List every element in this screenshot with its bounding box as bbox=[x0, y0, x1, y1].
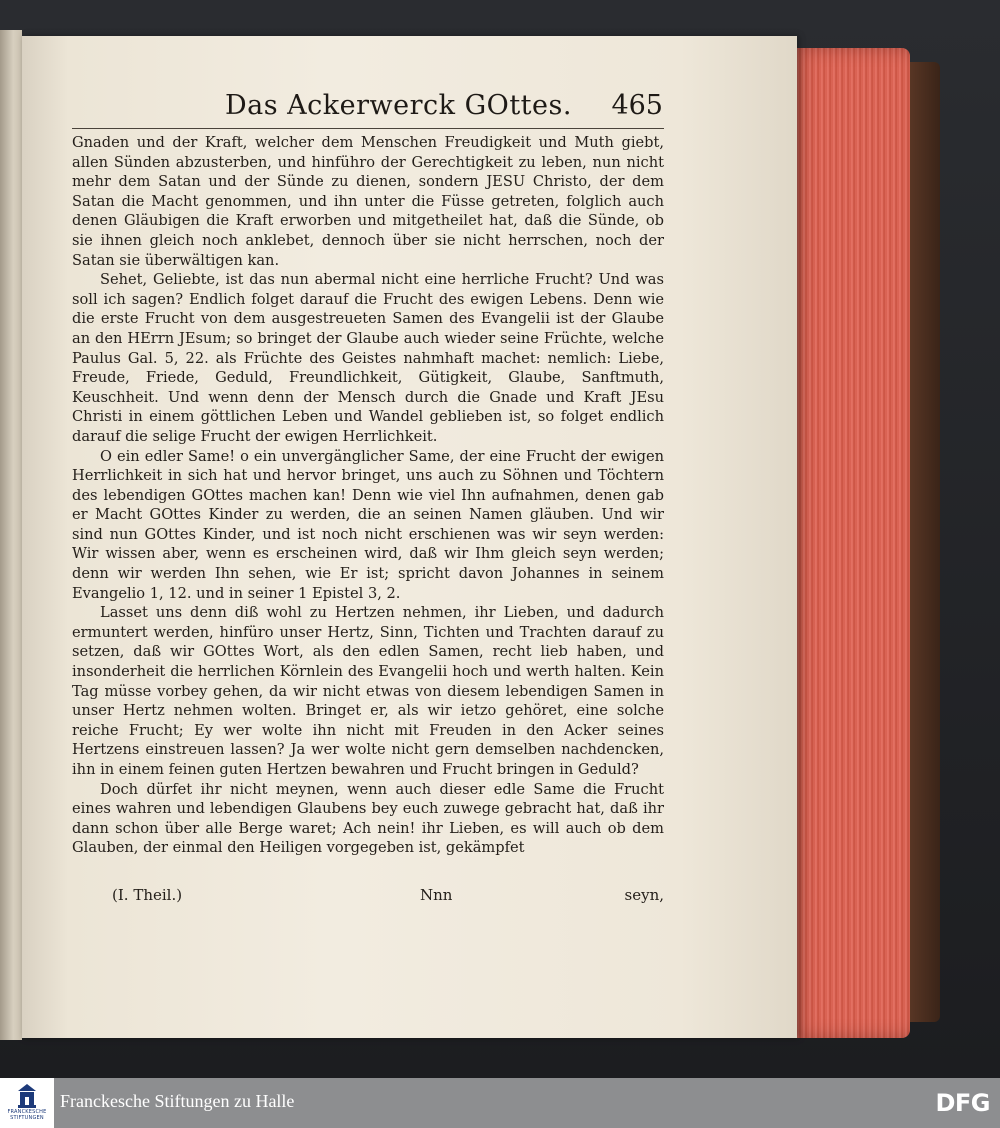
paragraph: Lasset uns denn diß wohl zu Hertzen nehmen, ihr Lieben, und dadurch ermuntert werden, hinfüro unser Hertz, Sinn, Tichten und Trachten darauf zu setzen, daß wir GOttes Wort, als den edlen Samen, recht lieb haben, und insonderheit die herrlichen Körnlein des Evangelii hoch und werth halten. Kein Tag müsse vorbey gehen, da wir nicht etwas von diesem lebendigen Samen in unser Hertz nehmen wolten. Bringet er, als wir ietzo gehöret, eine solche reiche Frucht; Ey wer wolte ihn nicht mit Freuden in den Acker seines Hertzens einstreuen lassen? Ja wer wolte nicht gern demselben nachdencken, ihn in einem feinen guten Hertzen bewahren und Frucht bringen in Geduld? bbox=[72, 604, 664, 778]
catchword: seyn, bbox=[624, 886, 664, 904]
gathering-signature: Nnn bbox=[420, 886, 453, 904]
paragraph: Sehet, Geliebte, ist das nun abermal nicht eine herrliche Frucht? Und was soll ich sagen? Endlich folget darauf die Frucht des ewigen Lebens. Denn wie die erste Frucht von dem ausgestreueten Samen des Evangelii ist der Glaube an den HErrn JEsum; so bringet der Glaube auch wieder seine Früchte, welche Paulus Gal. 5, 22. als Früchte des Geistes nahmhaft machet: nemlich: Liebe, Freude, Friede, Geduld, Freundlichkeit, Gütigkeit, Glaube, Sanftmuth, Keuschheit. Und wenn denn der Mensch durch die Gnade und Kraft JEsu Christi in einem göttlichen Leben und Wandel geblieben ist, so folget endlich darauf die selige Frucht der ewigen Herrlichkeit. bbox=[72, 271, 664, 445]
page-footer bbox=[72, 886, 664, 910]
page-number: 465 bbox=[611, 90, 663, 121]
dfg-logo[interactable]: DFG bbox=[935, 1089, 990, 1117]
paragraph: O ein edler Same! o ein unvergänglicher Same, der eine Frucht der ewigen Herrlichkeit in sich hat und hervor bringet, uns auch zu Söhnen und Töchtern des lebendigen GOttes machen kan! Denn wie viel Ihn aufnahmen, denen gab er Macht GOttes Kinder zu werden, die an seinen Namen gläuben. Und wir sind nun GOttes Kinder, und ist noch nicht erschienen was wir seyn werden: Wir wissen aber, wenn es erscheinen wird, daß wir Ihm gleich seyn werden; denn wir werden Ihn sehen, wie Er ist; spricht davon Johannes in seinem Evangelio 1, 12. und in seiner 1 Epistel 3, 2. bbox=[72, 447, 664, 602]
running-title: Das Ackerwerck GOttes. bbox=[225, 90, 572, 121]
volume-signature: (I. Theil.) bbox=[112, 886, 183, 904]
body-text bbox=[72, 133, 664, 858]
building-icon bbox=[16, 1083, 38, 1109]
page-fore-edge bbox=[790, 48, 910, 1038]
institution-logo[interactable] bbox=[0, 1078, 54, 1128]
viewer-footer-bar bbox=[0, 1078, 1000, 1128]
page-header bbox=[205, 90, 665, 124]
paragraph: Gnaden und der Kraft, welcher dem Menschen Freudigkeit und Muth giebt, allen Sünden abzusterben, und hinführo der Gerechtigkeit zu leben, nun nicht mehr dem Satan und der Sünde zu dienen, sondern JESU Christo, der dem Satan die Macht genommen, und ihn unter die Füsse getreten, folglich auch denen Gläubigen die Kraft erworben und mitgetheilet hat, daß die Sünde, ob sie ihnen gleich noch anklebet, dennoch über sie nicht herrschen, noch der Satan sie überwältigen kan. bbox=[72, 134, 664, 269]
institution-name[interactable]: Franckesche Stiftungen zu Halle bbox=[60, 1091, 295, 1111]
facing-page-edge bbox=[0, 30, 22, 1040]
logo-text: FRANCKESCHE STIFTUNGEN bbox=[7, 1109, 47, 1121]
paragraph: Doch dürfet ihr nicht meynen, wenn auch dieser edle Same die Frucht eines wahren und lebendigen Glaubens bey euch zuwege gebracht hat, daß ihr dann schon über alle Berge waret; Ach nein! ihr Lieben, es will auch ob dem Glauben, der einmal den Heiligen vorgegeben ist, gekämpfet bbox=[72, 780, 664, 857]
header-rule bbox=[72, 128, 664, 129]
